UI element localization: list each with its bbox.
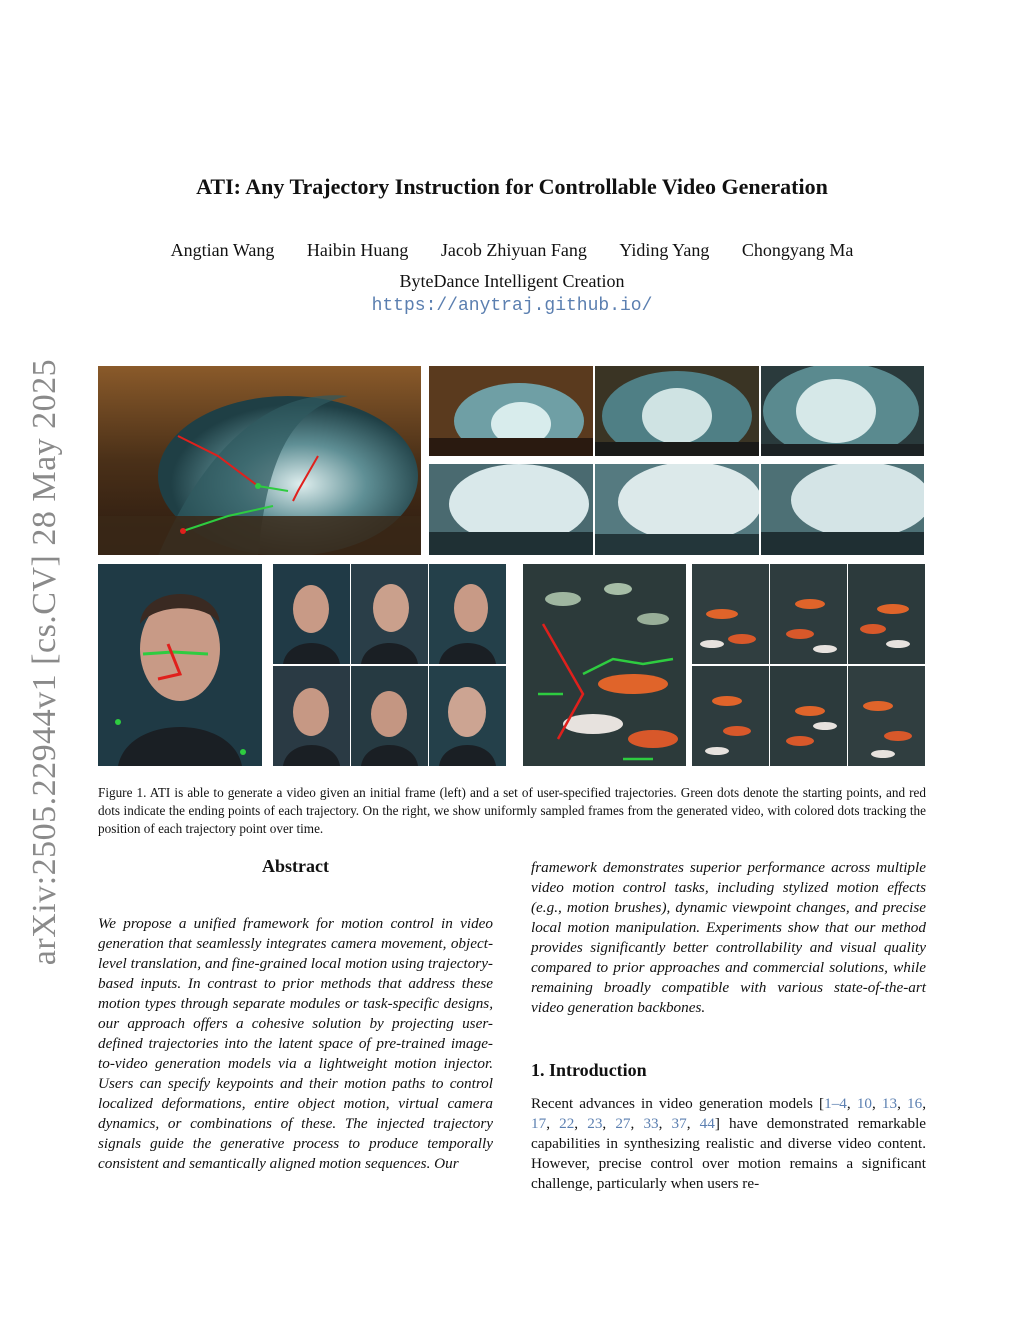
portrait-generated-frame bbox=[273, 666, 350, 766]
wave-generated-frame bbox=[761, 464, 924, 555]
paper-title: ATI: Any Trajectory Instruction for Controllable Video Generation bbox=[196, 174, 828, 199]
arxiv-side-label: arXiv:2505.22944v1 [cs.CV] 28 May 2025 bbox=[26, 358, 63, 966]
introduction-heading: 1. Introduction bbox=[531, 1060, 647, 1080]
citation-link[interactable]: 16 bbox=[907, 1095, 923, 1112]
citation-link[interactable]: 1–4 bbox=[824, 1095, 847, 1112]
citation-link[interactable]: 17 bbox=[531, 1115, 547, 1132]
portrait-generated-frame bbox=[429, 564, 506, 664]
author-name: Chongyang Ma bbox=[741, 240, 854, 260]
wave-initial-frame bbox=[98, 366, 421, 555]
citation-link[interactable]: 44 bbox=[699, 1115, 715, 1132]
portrait-generated-frame bbox=[429, 666, 506, 766]
author-name: Yiding Yang bbox=[619, 240, 710, 260]
project-url[interactable]: https://anytraj.github.io/ bbox=[371, 296, 653, 316]
koi-generated-frame bbox=[692, 666, 769, 766]
portrait-initial-frame bbox=[98, 564, 262, 766]
citation-link[interactable]: 13 bbox=[881, 1095, 898, 1112]
figure-caption: Figure 1. ATI is able to generate a video given an initial frame (left) and a set of user-specified trajectories. Green dots denote the starting points, and red dots indicate the ending points of each trajectory. On the right, we show uniformly sampled frames from the generated video, with colored dots tracking the position of each trajectory point over time. bbox=[98, 785, 926, 836]
citation-link[interactable]: 10 bbox=[856, 1095, 872, 1112]
koi-generated-frame bbox=[770, 666, 847, 766]
abstract-heading: Abstract bbox=[262, 856, 329, 876]
affiliation: ByteDance Intelligent Creation bbox=[399, 271, 625, 291]
portrait-generated-frame bbox=[273, 564, 350, 664]
citation-link[interactable]: 22 bbox=[559, 1115, 575, 1132]
author-name: Jacob Zhiyuan Fang bbox=[440, 240, 587, 260]
portrait-generated-frame bbox=[351, 666, 428, 766]
citation-link[interactable]: 23 bbox=[587, 1115, 603, 1132]
koi-initial-frame bbox=[523, 564, 686, 766]
portrait-generated-frame bbox=[351, 564, 428, 664]
koi-generated-frame bbox=[848, 564, 925, 664]
author-name: Haibin Huang bbox=[306, 240, 409, 260]
citation-link[interactable]: 37 bbox=[671, 1115, 687, 1132]
citation-link[interactable]: 27 bbox=[615, 1115, 631, 1132]
citation-link[interactable]: 33 bbox=[643, 1115, 659, 1132]
wave-generated-frame bbox=[595, 366, 759, 456]
author-name: Angtian Wang bbox=[170, 240, 275, 260]
koi-generated-frame bbox=[848, 666, 925, 766]
abstract-text-left: We propose a unified framework for motion control in video generation that seamlessly integrates camera movement, object-level translation, and fine-grained local motion using trajectory-based inputs. In contrast to prior methods that address these motion types through separate modules or task-specific designs, our approach offers a cohesive solution by projecting user-defined trajectories into the latent space of pre-trained image-to-video generation models via a lightweight motion injector. Users can specify keypoints and their motion paths to control localized deformations, entire object motion, virtual camera dynamics, or combinations of these. The injected trajectory signals guide the generative process to produce temporally consistent and semantically aligned motion sequences. Our bbox=[98, 915, 493, 1172]
koi-generated-frame bbox=[692, 564, 769, 664]
wave-generated-frame bbox=[761, 366, 924, 456]
introduction-text: Recent advances in video generation models [1–4, 10, 13, 16, 17, 22, 23, 27, 33, 37, 44] have demonstrated remarkable capabilities in synthesizing realistic and diverse video content. However, precise control over motion remains a significant challenge, particularly when users re- bbox=[531, 1095, 927, 1192]
intro-text-start: Recent advances in video generation models [ bbox=[531, 1095, 825, 1112]
abstract-text-right: framework demonstrates superior performance across multiple video motion control tasks, including stylized motion effects (e.g., motion brushes), dynamic viewpoint changes, and precise local motion manipulation. Experiments show that our method provides significantly better controllability and visual quality compared to prior approaches and commercial solutions, while remaining broadly compatible with various state-of-the-art video generation backbones. bbox=[531, 859, 926, 1016]
intro-text-rest: ] have demonstrated remarkable capabilities in synthesizing realistic and diverse video content. However, precise control over motion remains a significant challenge, particularly when users re- bbox=[531, 1115, 927, 1192]
wave-generated-frame bbox=[429, 366, 593, 456]
koi-generated-frame bbox=[770, 564, 847, 664]
wave-generated-frame bbox=[595, 464, 759, 555]
wave-generated-frame bbox=[429, 464, 593, 555]
author-list bbox=[0, 240, 1024, 261]
